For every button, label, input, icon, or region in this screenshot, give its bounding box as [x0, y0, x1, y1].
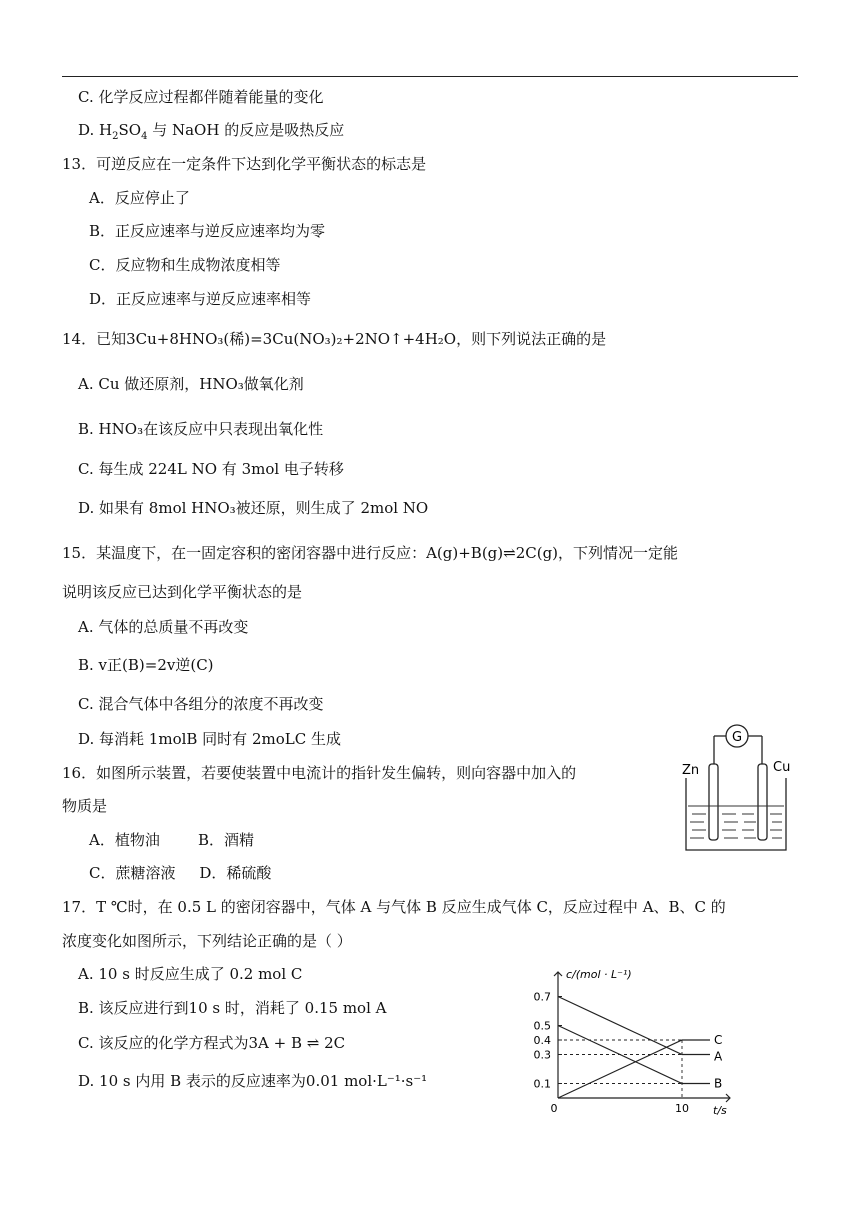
header-rule — [62, 76, 798, 77]
q14-option-b: B. HNO₃在该反应中只表现出氧化性 — [78, 420, 324, 438]
galvanometer-label: G — [731, 730, 743, 745]
y-axis-label: c/(mol · L⁻¹) — [566, 968, 632, 981]
series-line-A — [558, 997, 710, 1055]
prev-option-c: C. 化学反应过程都伴随着能量的变化 — [78, 88, 324, 106]
q16-options-cd: C．蔗糖溶液 D．稀硫酸 — [89, 864, 272, 882]
cu-label: Cu — [773, 760, 791, 775]
y-tick-label: 0.7 — [533, 990, 551, 1004]
q14-option-d: D. 如果有 8mol HNO₃被还原，则生成了 2mol NO — [78, 499, 429, 517]
series-label-A: A — [714, 1049, 723, 1064]
q15-option-a: A. 气体的总质量不再改变 — [78, 618, 249, 636]
q13-stem: 13．可逆反应在一定条件下达到化学平衡状态的标志是 — [62, 155, 427, 173]
q14-stem: 14．已知3Cu+8HNO₃(稀)=3Cu(NO₃)₂+2NO↑+4H₂O，则下列说法正确的是 — [62, 330, 607, 348]
q13-option-a: A．反应停止了 — [89, 189, 190, 207]
q17-option-b: B. 该反应进行到10 s 时，消耗了 0.15 mol A — [78, 999, 387, 1017]
series-label-C: C — [714, 1033, 723, 1047]
series-label-B: B — [714, 1076, 723, 1091]
y-tick-label: 0.3 — [533, 1048, 551, 1062]
q13-option-c: C．反应物和生成物浓度相等 — [89, 256, 281, 274]
q17-stem-line1: 17．T ℃时，在 0.5 L 的密闭容器中，气体 A 与气体 B 反应生成气体 C，反应过程中 A、B、C 的 — [62, 898, 726, 916]
q13-option-b: B．正反应速率与逆反应速率均为零 — [89, 222, 326, 240]
q14-option-c: C. 每生成 224L NO 有 3mol 电子转移 — [78, 460, 344, 478]
x-tick-label: 0 — [550, 1102, 558, 1115]
x-axis-label: t/s — [713, 1104, 727, 1117]
q14-option-a: A. Cu 做还原剂，HNO₃做氧化剂 — [78, 375, 304, 393]
galvanic-cell-figure — [676, 718, 806, 858]
y-tick-label: 0.5 — [533, 1019, 551, 1033]
prev-option-d: D. $H_2SO_4$ 与 NaOH 的反应是吸热反应 — [78, 121, 345, 142]
q15-option-d: D. 每消耗 1molB 同时有 2moLC 生成 — [78, 730, 341, 748]
q17-stem-line2: 浓度变化如图所示，下列结论正确的是（ ） — [62, 932, 352, 950]
x-tick-label: 10 — [675, 1102, 689, 1115]
q15-stem-line1: 15．某温度下，在一固定容积的密闭容器中进行反应：A(g)+B(g)⇌2C(g)，下列情况一定能 — [62, 544, 679, 562]
concentration-chart — [520, 962, 740, 1122]
q15-option-b: B. v正(B)=2v逆(C) — [78, 656, 214, 674]
q15-option-c: C. 混合气体中各组分的浓度不再改变 — [78, 695, 324, 713]
q16-stem-line1: 16．如图所示装置，若要使装置中电流计的指针发生偏转，则向容器中加入的 — [62, 764, 577, 782]
q13-option-d: D．正反应速率与逆反应速率相等 — [89, 290, 312, 308]
y-tick-label: 0.4 — [533, 1034, 551, 1047]
solution-liquid — [688, 806, 784, 838]
cu-electrode — [758, 764, 767, 840]
q16-stem-line2: 物质是 — [62, 797, 108, 815]
q15-stem-line2: 说明该反应已达到化学平衡状态的是 — [62, 583, 303, 601]
q17-option-a: A. 10 s 时反应生成了 0.2 mol C — [78, 965, 303, 983]
series-line-C — [558, 1040, 710, 1098]
q16-options-ab: A．植物油 B．酒精 — [89, 831, 255, 849]
q17-option-c: C. 该反应的化学方程式为3A + B ⇌ 2C — [78, 1034, 346, 1052]
y-tick-label: 0.1 — [533, 1077, 551, 1091]
zn-electrode — [709, 764, 718, 840]
q17-option-d: D. 10 s 内用 B 表示的反应速率为0.01 mol·L⁻¹·s⁻¹ — [78, 1072, 428, 1090]
zn-label: Zn — [682, 763, 700, 778]
